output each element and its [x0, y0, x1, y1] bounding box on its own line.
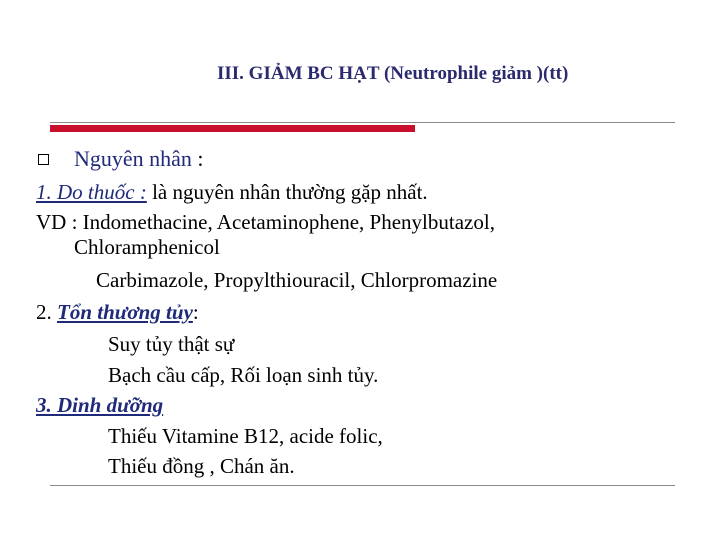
cause-1-text: là nguyên nhân thường gặp nhất. — [146, 180, 428, 204]
title-divider-thick — [50, 125, 415, 132]
title-divider-thin — [50, 122, 675, 123]
footer-divider — [50, 485, 675, 486]
slide-title: III. GIẢM BC HẠT (Neutrophile giảm )(tt) — [217, 63, 569, 84]
cause-3-item: Thiếu Vitamine B12, acide folic, — [108, 424, 383, 448]
cause-3-line — [36, 395, 163, 416]
vd-line-3: Carbimazole, Propylthiouracil, Chlorpromazine — [96, 268, 498, 292]
cause-1-label: 1. Do thuốc : — [36, 180, 147, 204]
heading-suffix: : — [191, 146, 204, 171]
square-bullet-icon — [38, 154, 49, 165]
cause-2-suffix: : — [192, 300, 199, 324]
vd-line-2: Chloramphenicol — [74, 235, 220, 259]
cause-2-line — [36, 302, 199, 323]
cause-2-label: Tổn thương tủy — [57, 300, 193, 324]
cause-3-item: Thiếu đồng , Chán ăn. — [108, 454, 295, 478]
cause-2-item: Suy tủy thật sự — [108, 332, 235, 356]
heading-label: Nguyên nhân — [74, 146, 192, 171]
cause-3-label: 3. Dinh dưỡng — [36, 393, 164, 417]
vd-line-1: VD : Indomethacine, Acetaminophene, Phenylbutazol, — [36, 210, 495, 234]
heading-causes — [74, 148, 204, 170]
cause-1-line — [36, 182, 428, 203]
cause-2-item: Bạch cầu cấp, Rối loạn sinh tủy. — [108, 363, 379, 387]
cause-2-number: 2. — [36, 300, 57, 324]
